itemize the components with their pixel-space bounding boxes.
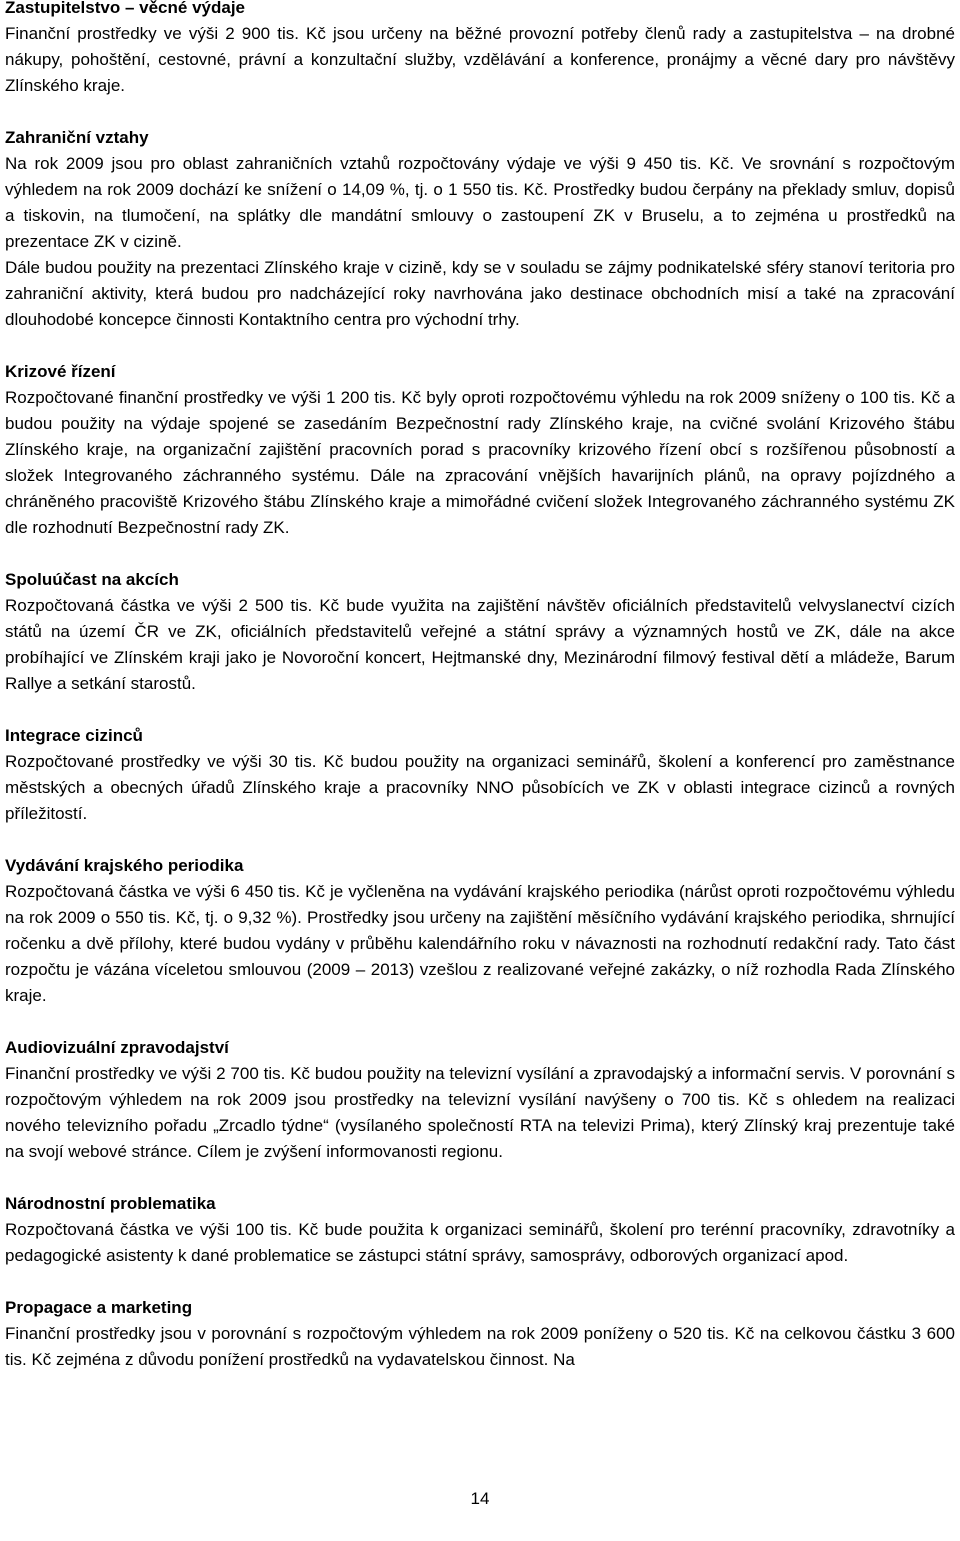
section-spoluucast-na-akcich — [5, 567, 955, 697]
section-krizove-rizeni — [5, 359, 955, 541]
section-heading: Audiovizuální zpravodajství — [5, 1038, 229, 1057]
section-heading: Národnostní problematika — [5, 1194, 216, 1213]
section-integrace-cizincu — [5, 723, 955, 827]
page-number: 14 — [470, 1489, 490, 1508]
section-narodnostni-problematika — [5, 1191, 955, 1269]
section-paragraph: Dále budou použity na prezentaci Zlínského kraje v cizině, kdy se v souladu se zájmy podnikatelské sféry stanoví teritoria pro zahraniční aktivity, která budou pro nadcházející roky navrhována jako destinace obchodních misí a také na zpracování dlouhodobé koncepce činnosti Kontaktního centra pro východní trhy. — [5, 258, 955, 329]
section-propagace-a-marketing — [5, 1295, 955, 1373]
section-paragraph: Rozpočtovaná částka ve výši 2 500 tis. Kč bude využita na zajištění návštěv oficiálních představitelů velvyslanectví cizích států na území ČR ve ZK, oficiálních představitelů veřejné a státní správy a významných hostů ve ZK, dále na akce probíhající ve Zlínském kraji jako je Novoroční koncert, Hejtmanské dny, Mezinárodní filmový festival dětí a mládeže, Barum Rallye a setkání starostů. — [5, 596, 955, 693]
section-paragraph: Finanční prostředky ve výši 2 700 tis. Kč budou použity na televizní vysílání a zpravodajský a informační servis. V porovnání s rozpočtovým výhledem na rok 2009 jsou prostředky na televizní vysílání navýšeny o 700 tis. Kč s ohledem na realizaci nového televizního pořadu „Zrcadlo týdne“ (vysílaného společností RTA na televizi Prima), který Zlínský kraj prezentuje také na svojí webové stránce. Cílem je zvýšení informovanosti regionu. — [5, 1064, 955, 1161]
section-heading: Integrace cizinců — [5, 726, 143, 745]
section-heading: Propagace a marketing — [5, 1298, 193, 1317]
section-heading: Vydávání krajského periodika — [5, 856, 244, 875]
section-paragraph: Rozpočtované prostředky ve výši 30 tis. Kč budou použity na organizaci seminářů, školení a konferencí pro zaměstnance městských a obecných úřadů Zlínského kraje a pracovníky NNO působících ve ZK v oblasti integrace cizinců a rovných příležitostí. — [5, 752, 955, 823]
section-paragraph: Rozpočtovaná částka ve výši 100 tis. Kč bude použita k organizaci seminářů, školení pro terénní pracovníky, zdravotníky a pedagogické asistenty k dané problematice se zástupci státní správy, samosprávy, odborových organizací apod. — [5, 1220, 955, 1265]
section-paragraph: Rozpočtovaná částka ve výši 6 450 tis. Kč je vyčleněna na vydávání krajského periodika (nárůst oproti rozpočtovému výhledu na rok 2009 o 550 tis. Kč, tj. o 9,32 %). Prostředky jsou určeny na zajištění měsíčního vydávání krajského periodika, shrnující ročenku a dvě přílohy, které budou vydány v průběhu kalendářního roku v návaznosti na rozhodnutí redakční rady. Tato část rozpočtu je vázána víceletou smlouvou (2009 – 2013) vzešlou z realizované veřejné zakázky, o níž rozhodla Rada Zlínského kraje. — [5, 882, 955, 1005]
section-paragraph: Na rok 2009 jsou pro oblast zahraničních vztahů rozpočtovány výdaje ve výši 9 450 tis. Kč. Ve srovnání s rozpočtovým výhledem na rok 2009 dochází ke snížení o 14,09 %, tj. o 1 550 tis. Kč. Prostředky budou čerpány na překlady smluv, dopisů a tiskovin, na tlumočení, na splátky dle mandátní smlouvy o zastoupení ZK v Bruselu, a to zejména u prostředků na prezentace ZK v cizině. — [5, 154, 955, 251]
section-heading: Zahraniční vztahy — [5, 128, 149, 147]
section-heading: Krizové řízení — [5, 362, 116, 381]
section-paragraph: Finanční prostředky jsou v porovnání s rozpočtovým výhledem na rok 2009 poníženy o 520 tis. Kč na celkovou částku 3 600 tis. Kč zejména z důvodu ponížení prostředků na vydavatelskou činnost. Na — [5, 1324, 955, 1369]
section-audiovizualni-zpravodajstvi — [5, 1035, 955, 1165]
section-paragraph: Rozpočtované finanční prostředky ve výši 1 200 tis. Kč byly oproti rozpočtovému výhledu na rok 2009 sníženy o 100 tis. Kč a budou použity na výdaje spojené se zasedáním Bezpečnostní rady Zlínského kraje, na cvičné svolání Krizového štábu Zlínského kraje, na organizační zajištění pracovních porad s pracovníky krizového řízení obcí s rozšířenou působností a složek Integrovaného záchranného systému. Dále na zpracování vnějších havarijních plánů, na opravy pojízdného a chráněného pracoviště Krizového štábu Zlínského kraje a mimořádné cvičení složek Integrovaného záchranného systému ZK dle rozhodnutí Bezpečnostní rady ZK. — [5, 388, 955, 537]
section-heading: Spoluúčast na akcích — [5, 570, 179, 589]
section-krajske-periodikum — [5, 853, 955, 1009]
section-paragraph: Finanční prostředky ve výši 2 900 tis. Kč jsou určeny na běžné provozní potřeby členů rady a zastupitelstva – na drobné nákupy, pohoštění, cestovné, právní a konzultační služby, vzdělávání a konference, pronájmy a věcné dary pro návštěvy Zlínského kraje. — [5, 24, 955, 95]
section-zastupitelstvo — [5, 0, 955, 99]
section-zahranicni-vztahy — [5, 125, 955, 333]
section-heading: Zastupitelstvo – věcné výdaje — [5, 0, 245, 17]
document-page — [5, 0, 955, 1399]
